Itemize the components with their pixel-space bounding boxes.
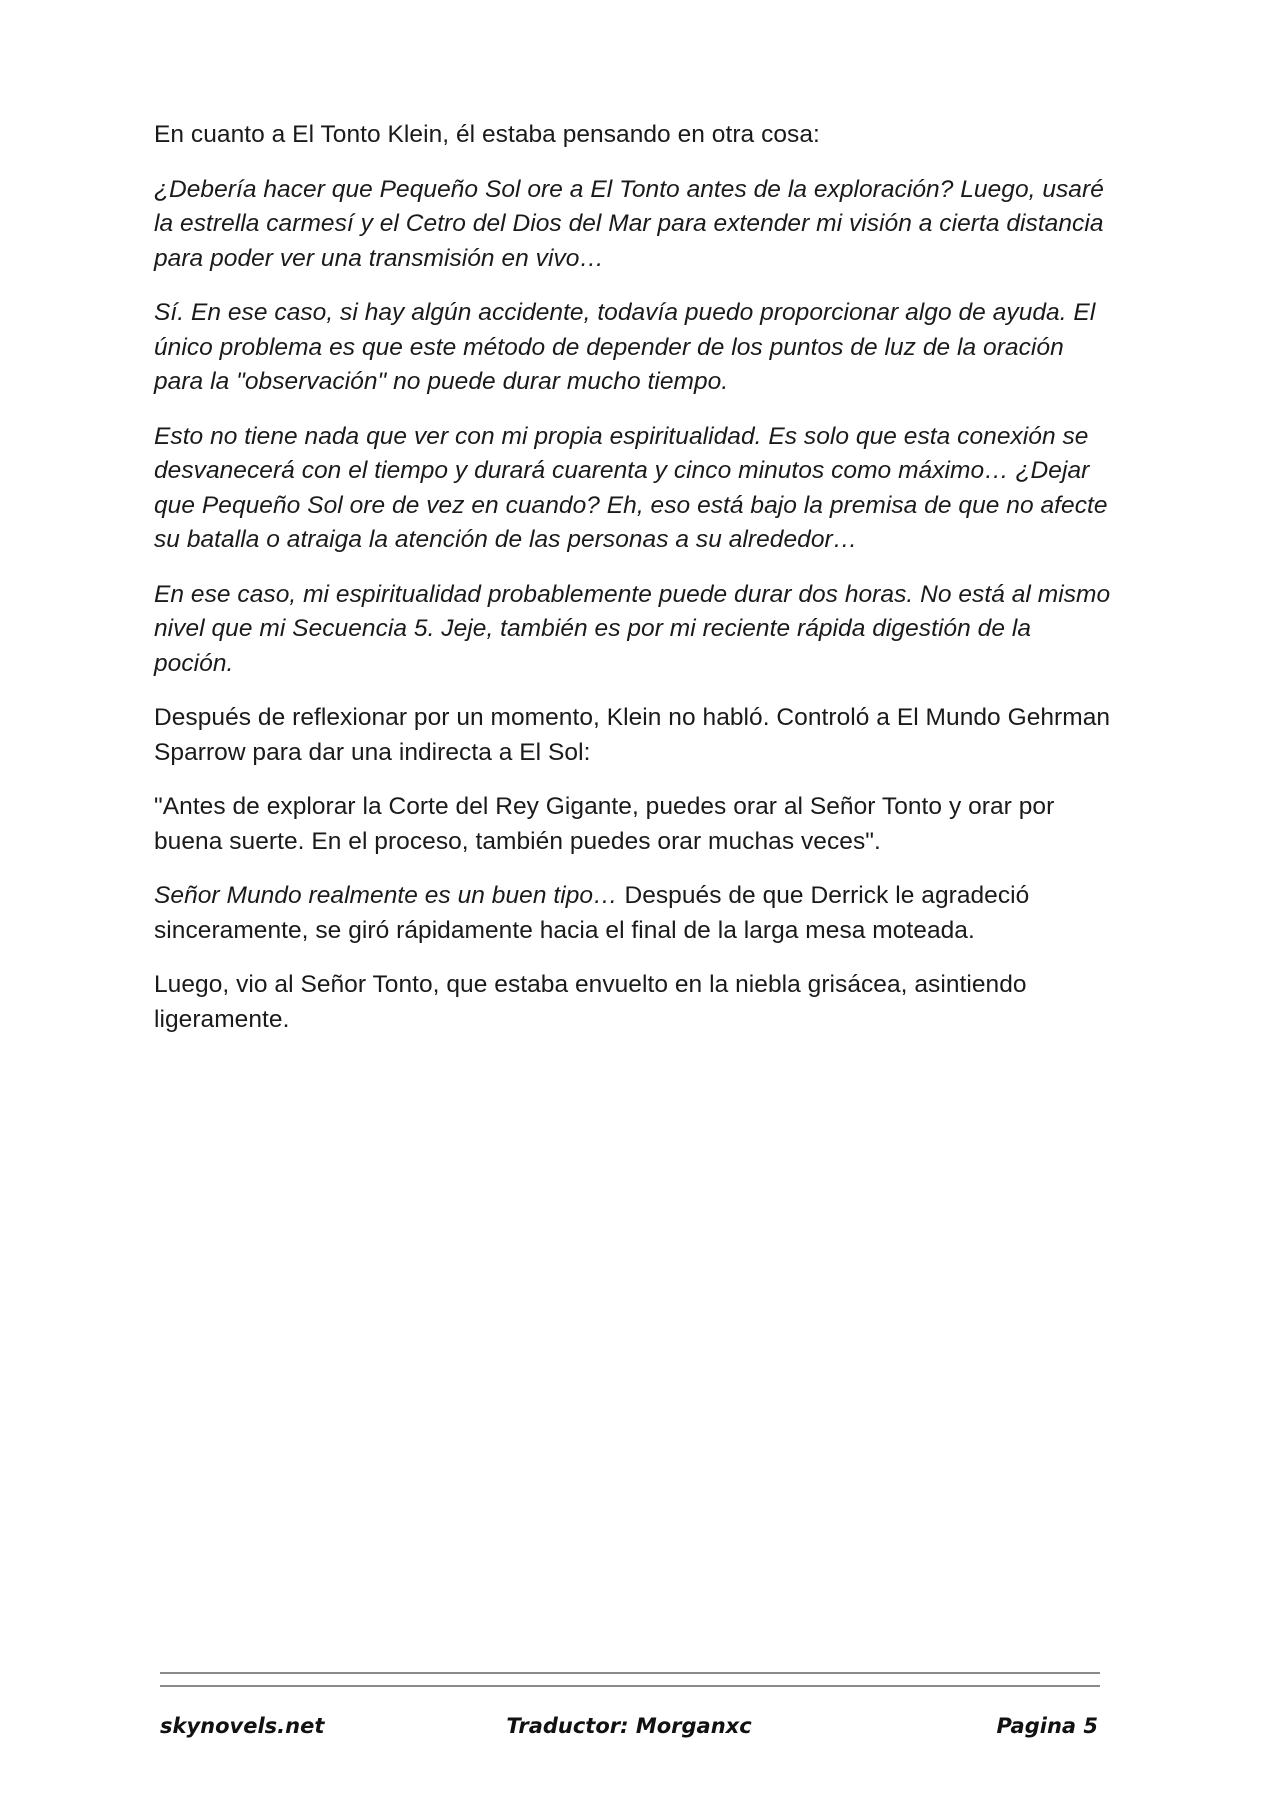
footer-page-number: Pagina 5	[996, 1714, 1098, 1738]
footer-translator: Traductor: Morganxc	[506, 1714, 752, 1738]
paragraph-italic-part: Señor Mundo realmente es un buen tipo…	[154, 882, 618, 909]
divider-line	[160, 1672, 1100, 1674]
divider-line	[160, 1685, 1100, 1687]
paragraph: Luego, vio al Señor Tonto, que estaba envuelto en la niebla grisácea, asintiendo ligeramente.	[154, 971, 1027, 1033]
paragraph-normal-part: Después de que Derrick le agradeció sinceramente, se giró rápidamente hacia el final de la larga mesa moteada.	[154, 882, 1030, 944]
paragraph: Esto no tiene nada que ver con mi propia espiritualidad. Es solo que esta conexión se desvanecerá con el tiempo y durará cuarenta y cinco minutos como máximo… ¿Dejar que Pequeño Sol ore de vez en cuando? Eh, eso está bajo la premisa de que no afecte su batalla o atraiga la atención de las personas a su alrededor…	[154, 422, 1108, 553]
paragraph	[154, 879, 1114, 948]
paragraph: Después de reflexionar por un momento, Klein no habló. Controló a El Mundo Gehrman Sparrow para dar una indirecta a El Sol:	[154, 704, 1111, 766]
paragraph: "Antes de explorar la Corte del Rey Gigante, puedes orar al Señor Tonto y orar por buena suerte. En el proceso, también puedes orar muchas veces".	[154, 793, 1055, 855]
paragraph: Sí. En ese caso, si hay algún accidente, todavía puedo proporcionar algo de ayuda. El único problema es que este método de depender de los puntos de luz de la oración para la "observación" no puede durar mucho tiempo.	[154, 299, 1096, 395]
paragraph: En ese caso, mi espiritualidad probablemente puede durar dos horas. No está al mismo nivel que mi Secuencia 5. Jeje, también es por mi reciente rápida digestión de la poción.	[154, 580, 1111, 677]
page-footer	[160, 1714, 1098, 1750]
document-body	[154, 118, 1114, 1057]
footer-divider	[160, 1672, 1100, 1698]
footer-site: skynovels.net	[160, 1714, 325, 1738]
paragraph: ¿Debería hacer que Pequeño Sol ore a El Tonto antes de la exploración? Luego, usaré la estrella carmesí y el Cetro del Dios del Mar para extender mi visión a cierta distancia para poder ver una transmisión en vivo…	[154, 175, 1104, 272]
paragraph: En cuanto a El Tonto Klein, él estaba pensando en otra cosa:	[154, 121, 820, 148]
